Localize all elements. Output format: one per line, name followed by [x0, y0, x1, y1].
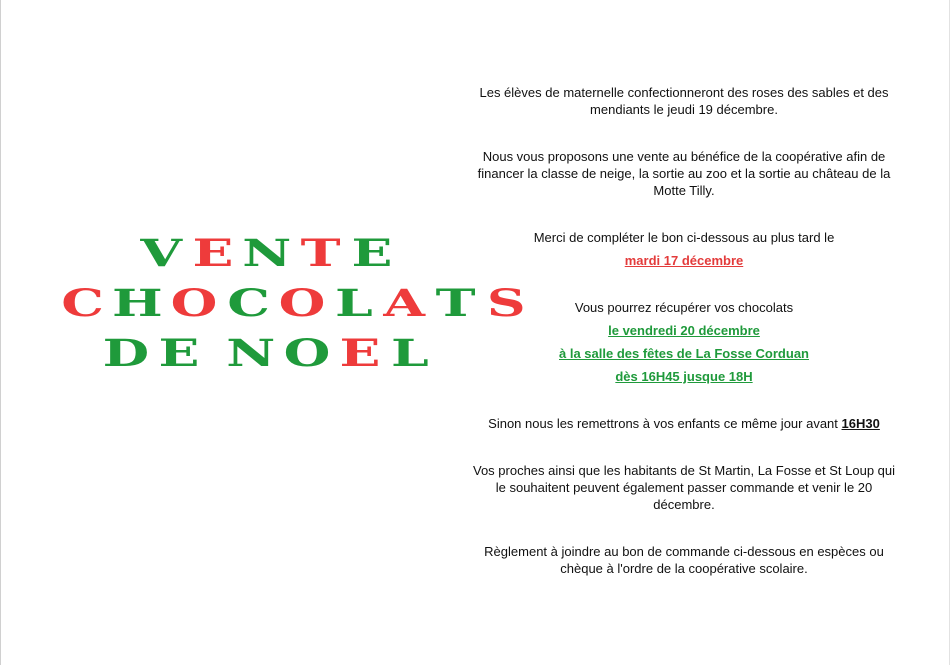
- title-letter: O: [278, 281, 333, 325]
- title-letter: C: [226, 281, 277, 325]
- title-letter: E: [339, 331, 388, 375]
- title-letter: S: [486, 281, 533, 325]
- title-letter: E: [351, 231, 400, 275]
- paragraph-fallback: [468, 415, 900, 432]
- title-letter: O: [283, 331, 338, 375]
- title-letter: N: [242, 231, 299, 275]
- title-line-chocolats: [60, 278, 533, 328]
- pickup-date: le vendredi 20 décembre: [608, 323, 760, 338]
- title-letter: C: [61, 281, 112, 325]
- paragraph-pickup: [468, 299, 900, 385]
- title-line-vente: [60, 228, 480, 278]
- title-letter: T: [300, 231, 348, 275]
- pickup-time: dès 16H45 jusque 18H: [615, 369, 753, 384]
- pickup-intro: Vous pourrez récupérer vos chocolats: [574, 300, 794, 315]
- deadline-date: mardi 17 décembre: [624, 253, 744, 268]
- event-title: [60, 228, 533, 378]
- title-letter: A: [383, 281, 433, 325]
- paragraph-vente: Nous vous proposons une vente au bénéfice de la coopérative afin de financer la classe de neige, la sortie au zoo et la sortie au château de la Motte Tilly.: [477, 149, 891, 198]
- paragraph-payment: Règlement à joindre au bon de commande ci-dessous en espèces ou chèque à l'ordre de la coopérative scolaire.: [484, 544, 884, 576]
- title-letter: T: [435, 281, 483, 325]
- title-letter: N: [226, 331, 283, 375]
- paragraph-maternelle: Les élèves de maternelle confectionneront des roses des sables et des mendiants le jeudi 19 décembre.: [479, 85, 889, 117]
- title-letter: L: [391, 331, 437, 375]
- title-letter: V: [140, 231, 190, 275]
- pickup-place: à la salle des fêtes de La Fosse Corduan: [559, 346, 809, 361]
- fallback-time: 16H30: [841, 416, 880, 431]
- title-letter: O: [171, 281, 226, 325]
- deadline-intro: Merci de compléter le bon ci-dessous au plus tard le: [533, 230, 835, 245]
- announcement-text: [468, 84, 900, 577]
- paragraph-relatives: Vos proches ainsi que les habitants de St Martin, La Fosse et St Loup qui le souhaitent peuvent également passer commande et venir le 20 décembre.: [472, 463, 896, 512]
- fallback-text: Sinon nous les remettrons à vos enfants ce même jour avant: [488, 416, 838, 431]
- title-letter: D: [102, 331, 157, 375]
- title-letter: H: [112, 281, 171, 325]
- title-line-de-noel: [60, 328, 480, 378]
- title-letter: L: [335, 281, 381, 325]
- title-letter: E: [158, 331, 207, 375]
- page-left-edge: [0, 0, 1, 665]
- title-letter: E: [192, 231, 241, 275]
- paragraph-deadline: [468, 229, 900, 269]
